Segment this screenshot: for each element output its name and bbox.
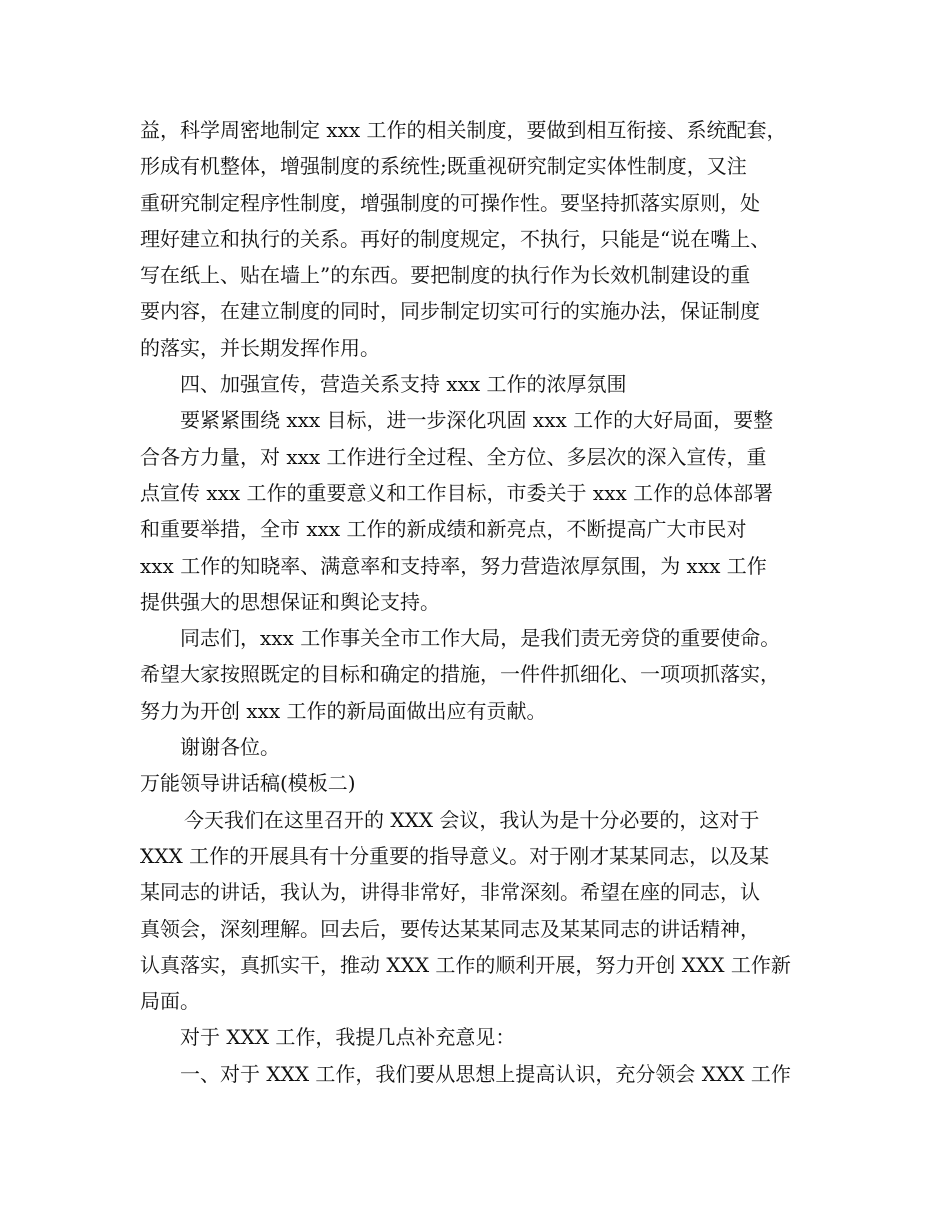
text-line: 合各方力量，对 xxx 工作进行全过程、全方位、多层次的深入宣传，重 bbox=[140, 444, 767, 469]
text-line: 希望大家按照既定的目标和确定的措施，一件件抓细化、一项项抓落实， bbox=[140, 662, 780, 687]
document-body bbox=[140, 112, 840, 1092]
text-line: 今天我们在这里召开的 XXX 会议，我认为是十分必要的，这对于 bbox=[184, 807, 760, 832]
text-line: 重研究制定程序性制度，增强制度的可操作性。要坚持抓落实原则，处 bbox=[140, 190, 760, 215]
text-line: 理好建立和执行的关系。再好的制度规定，不执行，只能是“说在嘴上、 bbox=[140, 226, 771, 251]
text-line: 认真落实，真抓实干，推动 XXX 工作的顺利开展，努力开创 XXX 工作新 bbox=[140, 952, 791, 977]
section-heading: 一、对于 XXX 工作，我们要从思想上提高认识，充分领会 XXX 工作 bbox=[180, 1061, 791, 1086]
text-line: 局面。 bbox=[140, 989, 200, 1014]
text-line: 提供强大的思想保证和舆论支持。 bbox=[140, 589, 440, 614]
text-line: 形成有机整体，增强制度的系统性;既重视研究制定实体性制度，又注 bbox=[140, 154, 747, 179]
text-line: 要紧紧围绕 xxx 目标，进一步深化巩固 xxx 工作的大好局面，要整 bbox=[180, 408, 774, 433]
text-line: 益，科学周密地制定 xxx 工作的相关制度，要做到相互衔接、系统配套， bbox=[140, 118, 787, 142]
closing-line: 谢谢各位。 bbox=[180, 735, 280, 760]
text-line: 写在纸上、贴在墙上”的东西。要把制度的执行作为长效机制建设的重 bbox=[140, 263, 751, 288]
document-title: 万能领导讲话稿(模板二) bbox=[140, 771, 356, 796]
text-line: 某同志的讲话，我认为，讲得非常好，非常深刻。希望在座的同志，认 bbox=[140, 880, 760, 905]
text-line: 和重要举措，全市 xxx 工作的新成绩和新亮点，不断提高广大市民对 bbox=[140, 517, 747, 542]
section-heading: 四、加强宣传，营造关系支持 xxx 工作的浓厚氛围 bbox=[180, 372, 627, 397]
text-line: 的落实，并长期发挥作用。 bbox=[140, 335, 380, 360]
text-line: 要内容，在建立制度的同时，同步制定切实可行的实施办法，保证制度 bbox=[140, 299, 760, 324]
text-line: 真领会，深刻理解。回去后，要传达某某同志及某某同志的讲话精神， bbox=[140, 916, 760, 941]
text-line: 对于 XXX 工作，我提几点补充意见： bbox=[180, 1025, 516, 1050]
text-line: 同志们，xxx 工作事关全市工作大局，是我们责无旁贷的重要使命。 bbox=[180, 626, 781, 651]
text-line: xxx 工作的知晓率、满意率和支持率，努力营造浓厚氛围，为 xxx 工作 bbox=[140, 553, 767, 578]
text-line: 点宣传 xxx 工作的重要意义和工作目标，市委关于 xxx 工作的总体部署 bbox=[140, 480, 774, 505]
text-line: 努力为开创 xxx 工作的新局面做出应有贡献。 bbox=[140, 698, 547, 723]
text-line: XXX 工作的开展具有十分重要的指导意义。对于刚才某某同志，以及某 bbox=[140, 843, 770, 868]
